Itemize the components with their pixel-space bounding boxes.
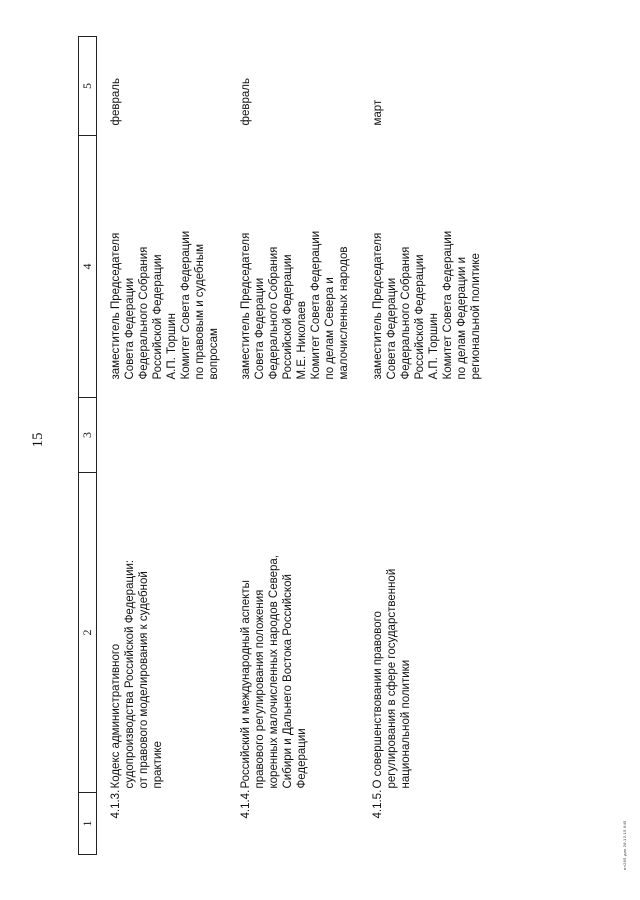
plan-table <box>78 36 483 855</box>
responsible-line: заместитель Председателя <box>372 232 384 380</box>
header-col-4: 4 <box>79 136 97 398</box>
item-title <box>97 473 228 793</box>
responsible-line: Федерального Собрания <box>400 246 412 380</box>
responsible-line: Комитет Совета Федерации <box>180 230 192 380</box>
responsible-line: Совета Федерации <box>254 277 266 380</box>
responsible-line: по правовым и судебным <box>194 243 206 380</box>
responsible-line: заместитель Председателя <box>110 232 122 380</box>
header-col-2: 2 <box>79 473 97 793</box>
responsible-line: региональной политике <box>470 253 482 380</box>
responsible-line: Федерального Собрания <box>138 246 150 380</box>
item-title-line: практике <box>152 741 164 789</box>
responsible-line: Совета Федерации <box>386 277 398 380</box>
item-term: февраль <box>110 78 122 126</box>
header-col-1: 1 <box>79 793 97 855</box>
item-term: февраль <box>240 78 252 126</box>
responsible-line: А.П. Торшин <box>428 313 440 380</box>
item-number: 4.1.5. <box>372 789 384 819</box>
table-row <box>97 37 228 855</box>
table-row <box>227 37 359 855</box>
item-title-line: Сибири и Дальнего Востока Российской <box>282 574 294 789</box>
responsible-line: Российской Федерации <box>282 254 294 380</box>
item-col3 <box>227 398 359 473</box>
item-number: 4.1.3. <box>110 789 122 819</box>
item-title-line: Российский и международный аспекты <box>240 580 252 789</box>
responsible-line: по делам Севера и <box>324 277 336 380</box>
table-header <box>79 37 97 855</box>
responsible-line: малочисленных народов <box>338 246 350 380</box>
responsible-line: М.Е. Николаев <box>296 301 308 380</box>
responsible-line: А.П. Торшин <box>166 313 178 380</box>
header-col-5: 5 <box>79 37 97 136</box>
item-responsible <box>227 136 359 398</box>
item-title-line: регулирования в сфере государственной <box>386 568 398 789</box>
item-number: 4.1.4. <box>240 789 252 819</box>
item-responsible <box>359 136 483 398</box>
item-title <box>227 473 359 793</box>
responsible-line: Комитет Совета Федерации <box>442 230 454 380</box>
responsible-line: Совета Федерации <box>124 277 136 380</box>
item-title-line: судопроизводства Российской Федерации: <box>124 559 136 789</box>
responsible-line: Комитет Совета Федерации <box>310 230 322 380</box>
item-title-line: коренных малочисленных народов Севера, <box>268 555 280 789</box>
responsible-line: Российской Федерации <box>152 254 164 380</box>
item-term: март <box>372 99 384 126</box>
item-col3 <box>97 398 228 473</box>
footer-stamp: пл265 док 28.12.15 645 <box>622 820 627 870</box>
item-title <box>359 473 483 793</box>
responsible-line: Российской Федерации <box>414 254 426 380</box>
item-title-line: О совершенствовании правового <box>372 611 384 789</box>
item-title-line: Кодекс административного <box>110 643 122 789</box>
page-number: 15 <box>30 432 46 448</box>
item-responsible <box>97 136 228 398</box>
responsible-line: по делам Федерации и <box>456 256 468 380</box>
item-title-line: от правового моделирования к судебной <box>138 571 150 789</box>
item-title-line: Федерации <box>296 728 308 789</box>
responsible-line: заместитель Председателя <box>240 232 252 380</box>
item-title-line: правового регулирования положения <box>254 589 266 789</box>
item-col3 <box>359 398 483 473</box>
item-title-line: национальной политики <box>400 659 412 789</box>
table-row <box>359 37 483 855</box>
header-col-3: 3 <box>79 398 97 473</box>
responsible-line: Федерального Собрания <box>268 246 280 380</box>
responsible-line: вопросам <box>208 328 220 380</box>
